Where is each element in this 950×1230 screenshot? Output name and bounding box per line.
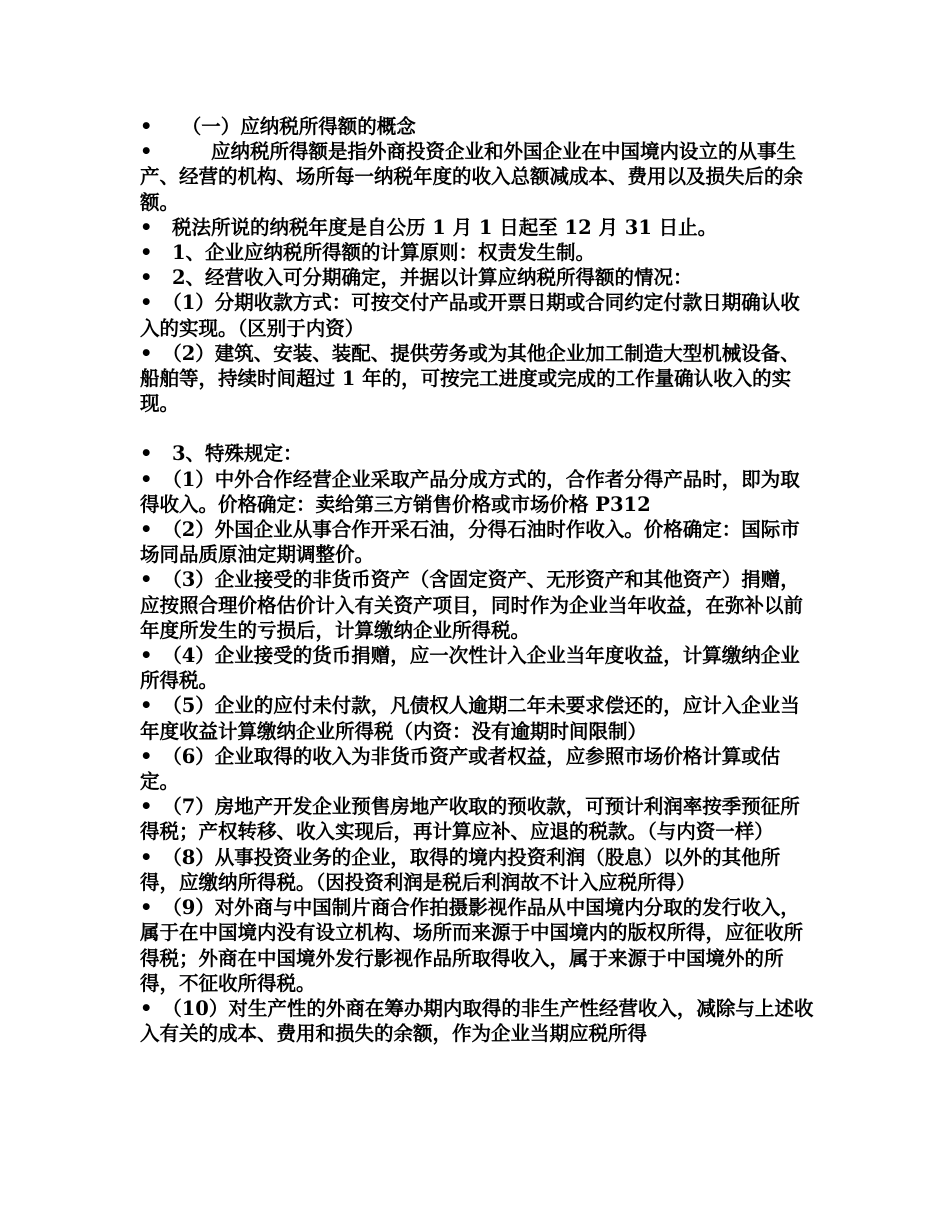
paragraph-accrual-principle: • 1、企业应纳税所得额的计算原则：权责发生制。	[140, 241, 596, 265]
heading-special-rules: • 3、特殊规定：	[140, 442, 303, 466]
paragraph-special-2: • （2）外国企业从事合作开采石油，分得石油时作收入。价格确定：国际市场同品质原油定期调整价。	[140, 518, 800, 567]
paragraph-definition: • 应纳税所得额是指外商投资企业和外国企业在中国境内设立的从事生产、经营的机构、场所每一纳税年度的收入总额减成本、费用以及损失后的余额。	[140, 140, 804, 214]
paragraph-special-9: • （9）对外商与中国制片商合作拍摄影视作品从中国境内分取的发行收入，属于在中国境内没有设立机构、场所而来源于中国境内的版权所得，应征收所得税；外商在中国境外发行影视作品所取得收入，属于来源于中国境外的所得，不征收所得税。	[140, 896, 804, 995]
paragraph-special-7: • （7）房地产开发企业预售房地产收取的预收款，可预计利润率按季预征所得税；产权转移、收入实现后，再计算应补、应退的税款。（与内资一样）	[140, 795, 800, 844]
paragraph-special-10: • （10）对生产性的外商在筹办期内取得的非生产性经营收入，减除与上述收入有关的成本、费用和损失的余额，作为企业当期应税所得	[140, 996, 814, 1046]
paragraph-special-4: • （4）企业接受的货币捐赠，应一次性计入企业当年度收益，计算缴纳企业所得税。	[140, 644, 800, 693]
paragraph-special-6: • （6）企业取得的收入为非货币资产或者权益，应参照市场价格计算或估定。	[140, 744, 781, 794]
paragraph-installment-income: • 2、经营收入可分期确定，并据以计算应纳税所得额的情况：	[140, 266, 693, 290]
paragraph-special-8: • （8）从事投资业务的企业，取得的境内投资利润（股息）以外的其他所得，应缴纳所得税。（因投资利润是税后利润故不计入应税所得）	[140, 845, 781, 894]
blank-line	[140, 416, 816, 441]
heading-taxable-income-concept: • （一）应纳税所得额的概念	[140, 115, 416, 138]
paragraph-special-3: • （3）企业接受的非货币资产（含固定资产、无形资产和其他资产）捐赠，应按照合理价格估价计入有关资产项目，同时作为企业当年收益，在弥补以前年度所发生的亏损后，计算缴纳企业所得税。	[140, 568, 804, 642]
paragraph-item-2: • （2）建筑、安装、装配、提供劳务或为其他企业加工制造大型机械设备、船舶等，持续时间超过 1 年的，可按完工进度或完成的工作量确认收入的实现。	[140, 341, 800, 416]
paragraph-special-5: • （5）企业的应付未付款，凡债权人逾期二年未要求偿还的，应计入企业当年度收益计算缴纳企业所得税（内资：没有逾期时间限制）	[140, 694, 800, 743]
paragraph-special-1: • （1）中外合作经营企业采取产品分成方式的，合作者分得产品时，即为取得收入。价格确定：卖给第三方销售价格或市场价格 P312	[140, 467, 800, 516]
paragraph-tax-year: • 税法所说的纳税年度是自公历 1 月 1 日起至 12 月 31 日止。	[140, 215, 718, 239]
document-body	[140, 114, 816, 1046]
paragraph-item-1: • （1）分期收款方式：可按交付产品或开票日期或合同约定付款日期确认收入的实现。（区别于内资）	[140, 291, 800, 340]
